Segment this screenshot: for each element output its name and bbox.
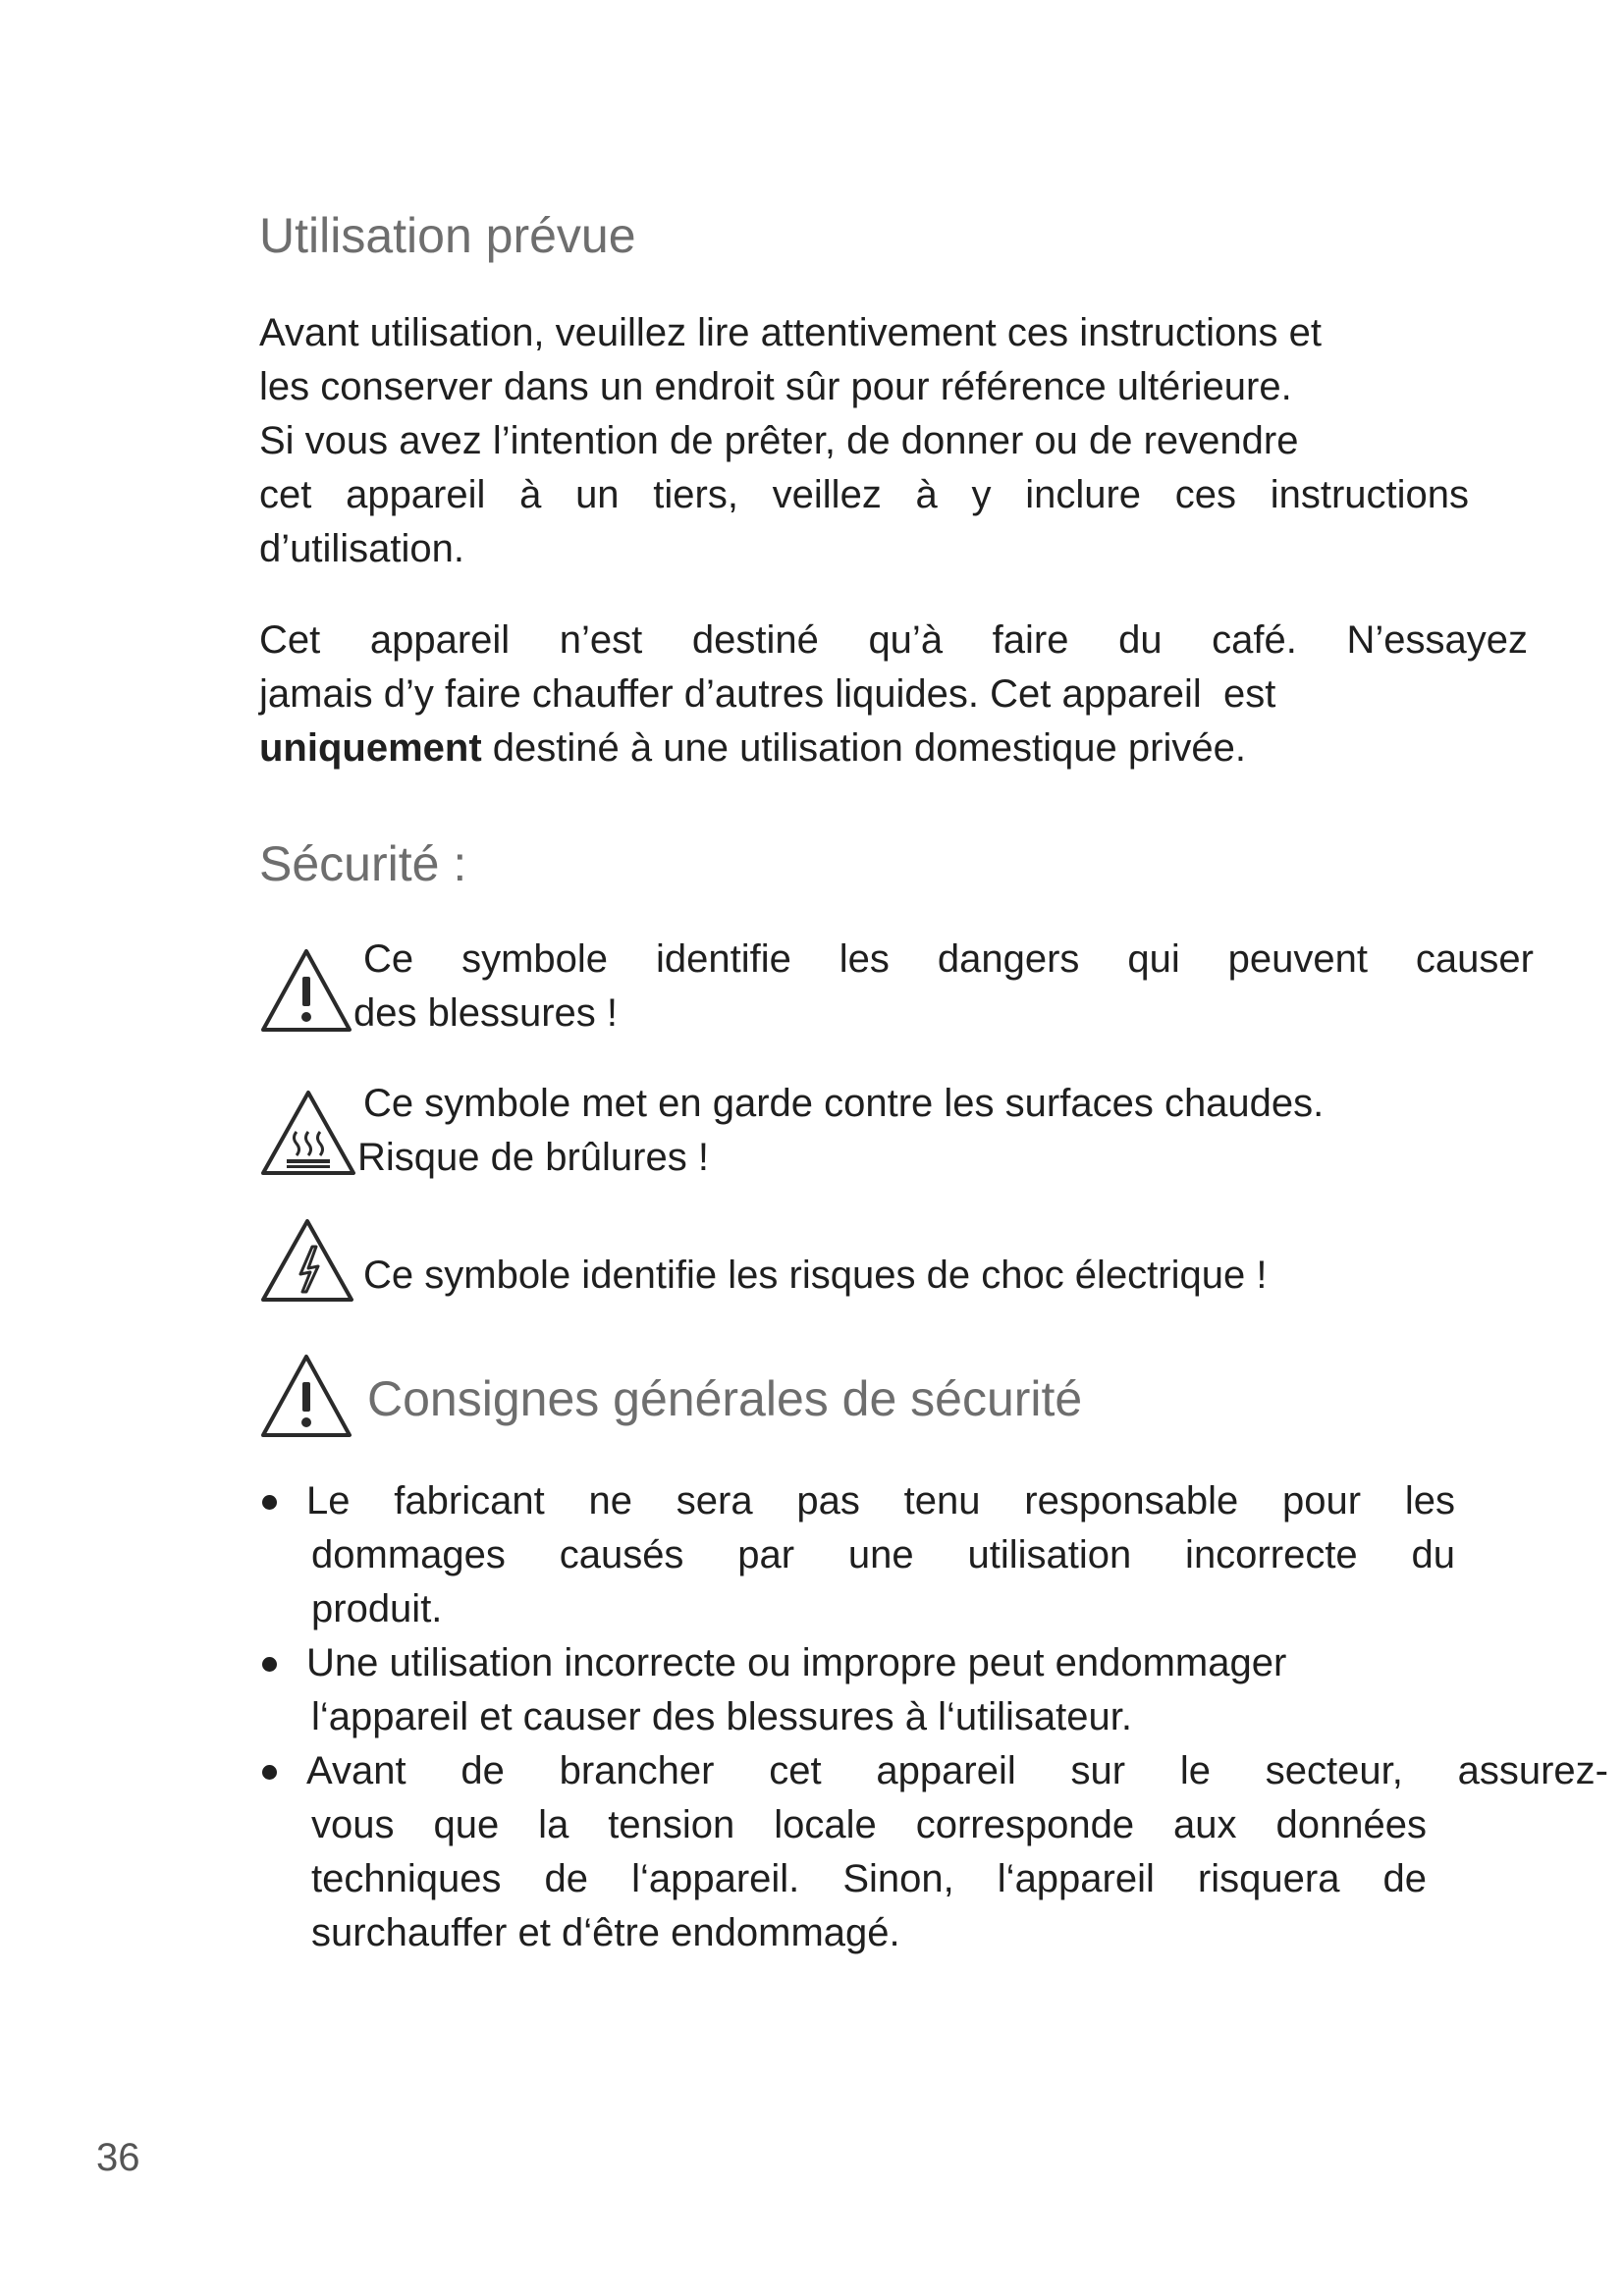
intro-line: Avant utilisation, veuillez lire attentivement ces instructions et (259, 311, 1323, 354)
hot-surface-icon (259, 1089, 357, 1179)
section-title: Utilisation prévue (259, 208, 636, 263)
symbol-text (357, 1077, 1502, 1185)
symbol-line: Risque de brûlures ! (357, 1136, 709, 1179)
usage-line (259, 721, 1528, 775)
symbol-line: Ce symbole met en garde contre les surfaces chaudes. (363, 1082, 1325, 1125)
symbol-row-hot (259, 1077, 1536, 1185)
page-number: 36 (96, 2136, 140, 2179)
safety-bullet-list (259, 1474, 1608, 1960)
usage-paragraph (259, 614, 1528, 775)
bullet-line: l‘appareil et causer des blessures à l‘utilisateur. (311, 1695, 1132, 1738)
intro-line: d’utilisation. (259, 527, 465, 570)
symbol-text (363, 1249, 1502, 1303)
symbol-text (353, 933, 1534, 1041)
electric-shock-icon (259, 1217, 355, 1306)
symbol-line: Ce symbole identifie les dangers qui peuvent causer (363, 937, 1534, 981)
intro-line: les conserver dans un endroit sûr pour référence ultérieure. (259, 365, 1292, 408)
bullet-line: Avant de brancher cet appareil sur le secteur, assurez- (306, 1749, 1608, 1792)
symbol-row-electric (259, 1217, 1536, 1315)
list-item (259, 1744, 1608, 1960)
safety-title: Sécurité : (259, 836, 467, 891)
emphasis-uniquement: uniquement (259, 726, 482, 770)
intro-line: cet appareil à un tiers, veillez à y inclure ces instructions (259, 473, 1469, 516)
symbol-row-danger (259, 933, 1536, 1041)
list-item (259, 1636, 1475, 1744)
intro-paragraph (259, 306, 1469, 576)
general-safety-title: Consignes générales de sécurité (367, 1371, 1083, 1426)
symbol-line: Ce symbole identifie les risques de choc électrique ! (363, 1254, 1268, 1297)
bullet-line: surchauffer et d‘être endommagé. (311, 1911, 900, 1954)
usage-line-rest: destiné à une utilisation domestique privée. (481, 726, 1246, 770)
bullet-line: produit. (311, 1587, 443, 1630)
usage-line: Cet appareil n’est destiné qu’à faire du café. N’essayez (259, 618, 1528, 662)
bullet-line: techniques de l‘appareil. Sinon, l‘appareil risquera de (311, 1857, 1427, 1900)
warning-exclamation-icon (259, 1353, 353, 1441)
warning-exclamation-icon (259, 947, 353, 1036)
intro-line: Si vous avez l’intention de prêter, de donner ou de revendre (259, 419, 1299, 462)
bullet-line: dommages causés par une utilisation incorrecte du (311, 1533, 1455, 1576)
bullet-line: vous que la tension locale corresponde aux données (311, 1803, 1427, 1846)
list-item (259, 1474, 1455, 1636)
general-safety-header (259, 1353, 1536, 1461)
symbol-line: des blessures ! (353, 991, 619, 1035)
usage-line: jamais d’y faire chauffer d’autres liquides. Cet appareil est (259, 672, 1276, 716)
bullet-line: Le fabricant ne sera pas tenu responsable pour les (306, 1479, 1455, 1522)
bullet-line: Une utilisation incorrecte ou impropre peut endommager (306, 1641, 1287, 1684)
